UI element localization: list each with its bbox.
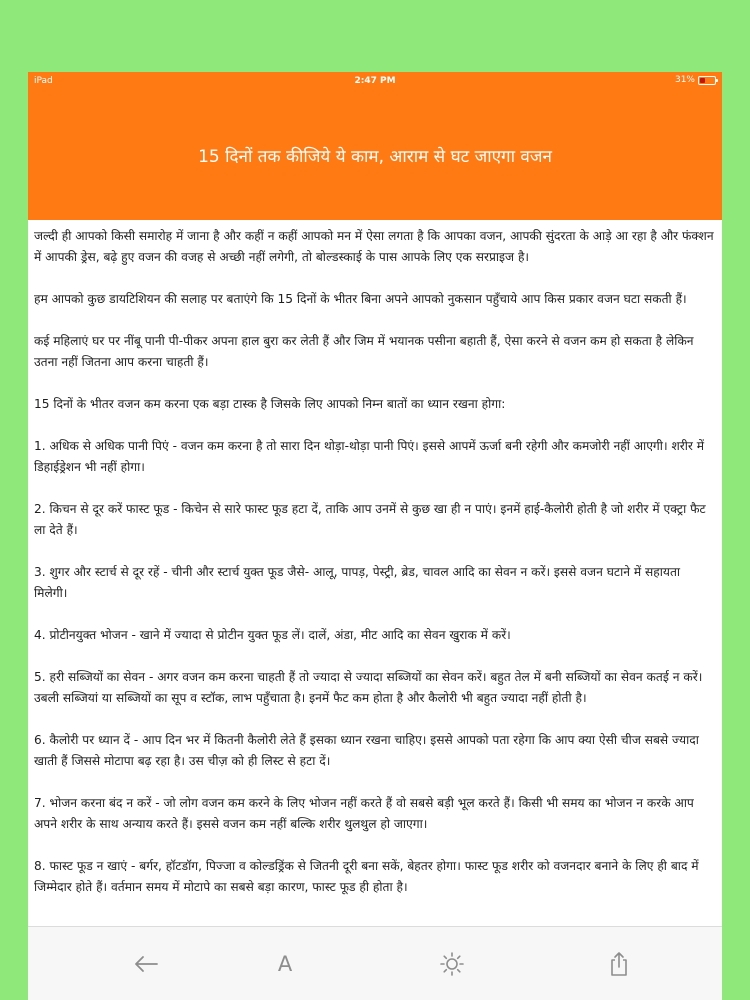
back-arrow-icon: [133, 955, 159, 973]
sun-icon: [439, 951, 465, 977]
article-title: 15 दिनों तक कीजिये ये काम, आराम से घट जाएगा वजन: [198, 146, 552, 167]
status-bar: [28, 72, 722, 90]
ipad-screen: [28, 72, 722, 1000]
article-paragraph: जल्दी ही आपको किसी समारोह में जाना है और कहीं न कहीं आपको मन में ऐसा लगता है कि आपका वजन, आपकी सुंदरता के आड़े आ रहा है और फंक्शन में आपकी ड्रेस, बढ़े हुए वजन की वजह से अच्छी नहीं लगेगी, तो बोल्डस्काई के पास आपके लिए एक सरप्राइज है।: [34, 229, 714, 264]
article-paragraph: 8. फास्ट फूड न खाएं - बर्गर, हॉटडॉग, पिज्जा व कोल्डड्रिंक से जितनी दूरी बना सकें, बेहतर होगा। फास्ट फूड शरीर को वजनदार बनाने के लिए ही बाद में जिम्मेदार होते हैं। वर्तमान समय में मोटापे का सबसे बड़ा कारण, फास्ट फूड ही होता है।: [34, 859, 699, 894]
back-button[interactable]: [129, 947, 163, 981]
article-body[interactable]: [28, 220, 722, 926]
article-paragraph: 6. कैलोरी पर ध्यान दें - आप दिन भर में कितनी कैलोरी लेते हैं इसका ध्यान रखना चाहिए। इससे आपको पता रहेगा कि आप क्या ऐसी चीज सबसे ज्यादा खाती हैं जिससे मोटापा बढ़ रहा है। उस चीज़ को ही लिस्ट से हटा दें।: [34, 733, 699, 768]
article-paragraph: 1. अधिक से अधिक पानी पिएं - वजन कम करना है तो सारा दिन थोड़ा-थोड़ा पानी पिएं। इससे आपमें ऊर्जा बनी रहेगी और कमजोरी नहीं आएगी। शरीर में डिहाईड्रेशन भी नहीं होगा।: [34, 439, 705, 474]
battery-indicator: [675, 75, 716, 85]
article-header: [28, 90, 722, 220]
article-paragraph: 4. प्रोटीनयुक्त भोजन - खाने में ज्यादा से प्रोटीन युक्त फूड लें। दालें, अंडा, मीट आदि का सेवन खुराक में करें।: [34, 628, 511, 642]
article-paragraph: 2. किचन से दूर करें फास्ट फूड - किचेन से सारे फास्ट फूड हटा दें, ताकि आप उनमें से कुछ खा ही न पाएं। इनमें हाई-कैलोरी होती है जो शरीर में एक्ट्रा फैट ला देते हैं।: [34, 502, 706, 537]
battery-icon: [698, 76, 716, 85]
bottom-toolbar: [28, 926, 722, 1000]
share-icon: [609, 951, 629, 977]
article-paragraph: 15 दिनों के भीतर वजन कम करना एक बड़ा टास्क है जिसके लिए आपको निम्न बातों का ध्यान रखना होगा:: [34, 397, 506, 411]
article-paragraph: हम आपको कुछ डायटिशियन की सलाह पर बताएंगे कि 15 दिनों के भीतर बिना अपने आपको नुकसान पहुँचाये आप किस प्रकार वजन घटा सकती हैं।: [34, 292, 687, 306]
brightness-button[interactable]: [435, 947, 469, 981]
article-paragraph: 5. हरी सब्जियों का सेवन - अगर वजन कम करना चाहती हैं तो ज्यादा से ज्यादा सब्जियों का सेवन करें। बहुत तेल में बनी सब्जियों का सेवन कतई न करें। उबली सब्जियां या सब्जियों का सूप व स्टॉक, लाभ पहुँचाता है। इनमें फैट कम होता है और कैलोरी भी बहुत ज्यादा नहीं होती है।: [34, 670, 703, 705]
font-size-button[interactable]: [268, 947, 302, 981]
battery-percent: 31%: [674, 75, 695, 85]
carrier-label: iPad: [34, 76, 53, 86]
article-paragraph: 3. शुगर और स्टार्च से दूर रहें - चीनी और स्टार्च युक्त फूड जैसे- आलू, पापड़, पेस्ट्री, ब्रेड, चावल आदि का सेवन न करें। इससे वजन घटाने में सहायता मिलेगी।: [34, 565, 681, 600]
share-button[interactable]: [602, 947, 636, 981]
font-icon: A: [277, 952, 293, 976]
article-paragraph: 7. भोजन करना बंद न करें - जो लोग वजन कम करने के लिए भोजन नहीं करते हैं वो सबसे बड़ी भूल करते हैं। किसी भी समय का भोजन न करके आप अपने शरीर के साथ अन्याय करते हैं। इससे वजन कम नहीं बल्कि शरीर थुलथुल हो जाएगा।: [34, 796, 694, 831]
article-paragraph: कई महिलाएं घर पर नींबू पानी पी-पीकर अपना हाल बुरा कर लेती हैं और जिम में भयानक पसीना बहाती हैं, ऐसा करने से वजन कम हो सकता है लेकिन उतना नहीं जितना आप करना चाहती हैं।: [34, 334, 694, 369]
clock: 2:47 PM: [354, 76, 396, 86]
